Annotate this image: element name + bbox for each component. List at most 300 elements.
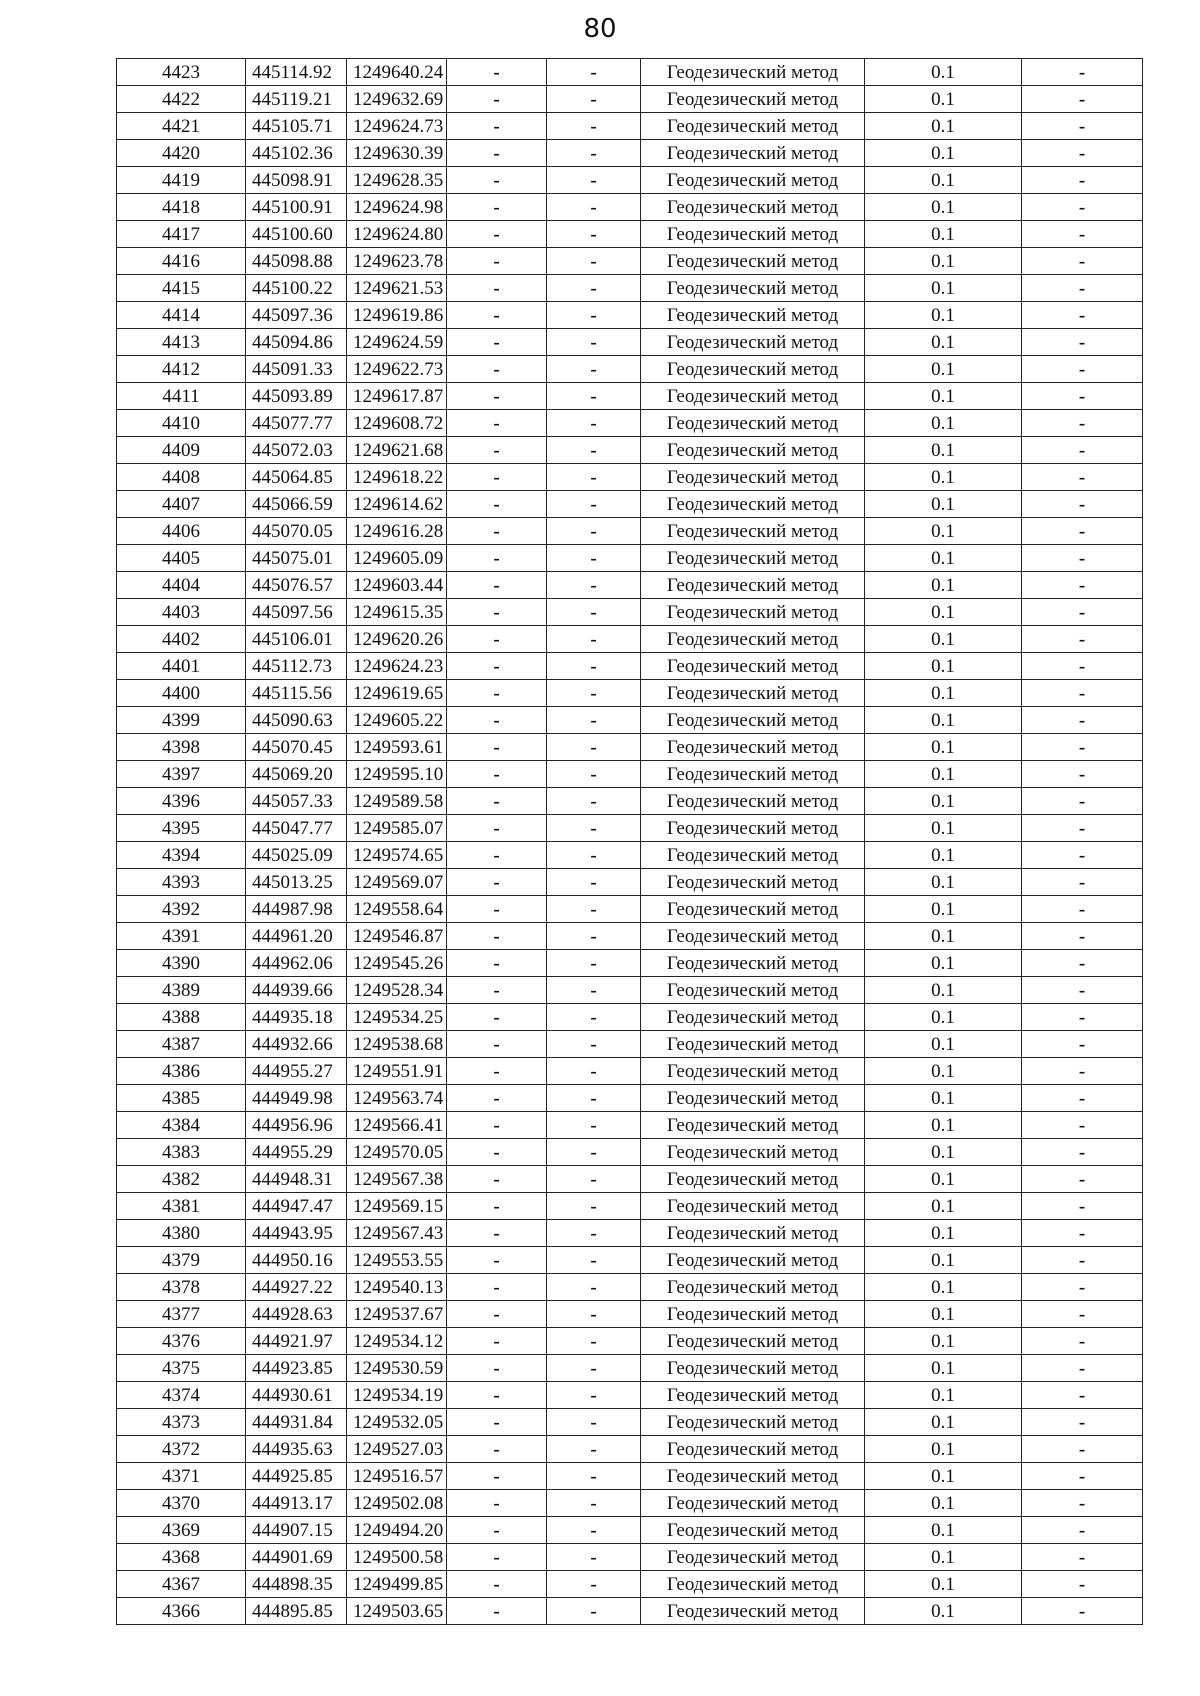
y-coordinate-cell: 1249528.34: [347, 977, 447, 1004]
accuracy-cell: 0.1: [865, 1544, 1022, 1571]
empty-value-cell: -: [447, 1058, 547, 1085]
empty-value-cell: -: [1022, 869, 1143, 896]
point-number-cell: 4406: [117, 518, 246, 545]
accuracy-cell: 0.1: [865, 1166, 1022, 1193]
point-number-cell: 4385: [117, 1085, 246, 1112]
table-row: [117, 1058, 1143, 1085]
point-number-cell: 4403: [117, 599, 246, 626]
x-coordinate-cell: 444955.29: [246, 1139, 347, 1166]
empty-value-cell: -: [1022, 1301, 1143, 1328]
x-coordinate-cell: 445105.71: [246, 113, 347, 140]
x-coordinate-cell: 445119.21: [246, 86, 347, 113]
empty-value-cell: -: [1022, 653, 1143, 680]
table-row: [117, 383, 1143, 410]
method-cell: Геодезический метод: [641, 1193, 865, 1220]
x-coordinate-cell: 445115.56: [246, 680, 347, 707]
empty-value-cell: -: [447, 1598, 547, 1625]
empty-value-cell: -: [447, 923, 547, 950]
empty-value-cell: -: [1022, 734, 1143, 761]
x-coordinate-cell: 444928.63: [246, 1301, 347, 1328]
x-coordinate-cell: 444895.85: [246, 1598, 347, 1625]
y-coordinate-cell: 1249567.38: [347, 1166, 447, 1193]
accuracy-cell: 0.1: [865, 788, 1022, 815]
table-row: [117, 1085, 1143, 1112]
accuracy-cell: 0.1: [865, 869, 1022, 896]
y-coordinate-cell: 1249516.57: [347, 1463, 447, 1490]
table-row: [117, 1112, 1143, 1139]
y-coordinate-cell: 1249618.22: [347, 464, 447, 491]
method-cell: Геодезический метод: [641, 869, 865, 896]
accuracy-cell: 0.1: [865, 491, 1022, 518]
empty-value-cell: -: [1022, 1328, 1143, 1355]
x-coordinate-cell: 445075.01: [246, 545, 347, 572]
y-coordinate-cell: 1249499.85: [347, 1571, 447, 1598]
method-cell: Геодезический метод: [641, 896, 865, 923]
empty-value-cell: -: [1022, 1139, 1143, 1166]
y-coordinate-cell: 1249553.55: [347, 1247, 447, 1274]
point-number-cell: 4366: [117, 1598, 246, 1625]
table-row: [117, 1193, 1143, 1220]
y-coordinate-cell: 1249558.64: [347, 896, 447, 923]
empty-value-cell: -: [547, 410, 641, 437]
method-cell: Геодезический метод: [641, 1544, 865, 1571]
method-cell: Геодезический метод: [641, 1085, 865, 1112]
table-row: [117, 923, 1143, 950]
empty-value-cell: -: [547, 1409, 641, 1436]
y-coordinate-cell: 1249570.05: [347, 1139, 447, 1166]
point-number-cell: 4400: [117, 680, 246, 707]
accuracy-cell: 0.1: [865, 221, 1022, 248]
point-number-cell: 4402: [117, 626, 246, 653]
accuracy-cell: 0.1: [865, 1409, 1022, 1436]
method-cell: Геодезический метод: [641, 383, 865, 410]
x-coordinate-cell: 445057.33: [246, 788, 347, 815]
accuracy-cell: 0.1: [865, 1436, 1022, 1463]
empty-value-cell: -: [1022, 815, 1143, 842]
accuracy-cell: 0.1: [865, 1247, 1022, 1274]
table-row: [117, 653, 1143, 680]
method-cell: Геодезический метод: [641, 518, 865, 545]
table-row: [117, 761, 1143, 788]
method-cell: Геодезический метод: [641, 653, 865, 680]
point-number-cell: 4396: [117, 788, 246, 815]
x-coordinate-cell: 445070.45: [246, 734, 347, 761]
empty-value-cell: -: [447, 1139, 547, 1166]
point-number-cell: 4372: [117, 1436, 246, 1463]
x-coordinate-cell: 445097.56: [246, 599, 347, 626]
empty-value-cell: -: [547, 707, 641, 734]
empty-value-cell: -: [447, 1031, 547, 1058]
empty-value-cell: -: [547, 545, 641, 572]
empty-value-cell: -: [1022, 221, 1143, 248]
accuracy-cell: 0.1: [865, 1058, 1022, 1085]
point-number-cell: 4397: [117, 761, 246, 788]
empty-value-cell: -: [447, 167, 547, 194]
table-row: [117, 1004, 1143, 1031]
empty-value-cell: -: [1022, 410, 1143, 437]
empty-value-cell: -: [547, 815, 641, 842]
x-coordinate-cell: 444949.98: [246, 1085, 347, 1112]
empty-value-cell: -: [547, 1328, 641, 1355]
empty-value-cell: -: [1022, 167, 1143, 194]
empty-value-cell: -: [1022, 194, 1143, 221]
point-number-cell: 4423: [117, 59, 246, 86]
method-cell: Геодезический метод: [641, 1220, 865, 1247]
x-coordinate-cell: 445093.89: [246, 383, 347, 410]
point-number-cell: 4368: [117, 1544, 246, 1571]
point-number-cell: 4392: [117, 896, 246, 923]
empty-value-cell: -: [547, 221, 641, 248]
empty-value-cell: -: [1022, 275, 1143, 302]
table-row: [117, 1544, 1143, 1571]
table-row: [117, 707, 1143, 734]
table-row: [117, 1139, 1143, 1166]
empty-value-cell: -: [547, 275, 641, 302]
table-row: [117, 140, 1143, 167]
point-number-cell: 4391: [117, 923, 246, 950]
empty-value-cell: -: [547, 896, 641, 923]
method-cell: Геодезический метод: [641, 275, 865, 302]
accuracy-cell: 0.1: [865, 1139, 1022, 1166]
empty-value-cell: -: [447, 248, 547, 275]
x-coordinate-cell: 445066.59: [246, 491, 347, 518]
point-number-cell: 4384: [117, 1112, 246, 1139]
y-coordinate-cell: 1249615.35: [347, 599, 447, 626]
point-number-cell: 4383: [117, 1139, 246, 1166]
empty-value-cell: -: [1022, 1274, 1143, 1301]
accuracy-cell: 0.1: [865, 518, 1022, 545]
point-number-cell: 4410: [117, 410, 246, 437]
y-coordinate-cell: 1249619.86: [347, 302, 447, 329]
empty-value-cell: -: [1022, 680, 1143, 707]
empty-value-cell: -: [1022, 1409, 1143, 1436]
y-coordinate-cell: 1249593.61: [347, 734, 447, 761]
x-coordinate-cell: 445114.92: [246, 59, 347, 86]
method-cell: Геодезический метод: [641, 167, 865, 194]
empty-value-cell: -: [547, 1517, 641, 1544]
method-cell: Геодезический метод: [641, 464, 865, 491]
x-coordinate-cell: 445098.88: [246, 248, 347, 275]
y-coordinate-cell: 1249569.15: [347, 1193, 447, 1220]
x-coordinate-cell: 445072.03: [246, 437, 347, 464]
empty-value-cell: -: [547, 1004, 641, 1031]
table-row: [117, 1598, 1143, 1625]
table-row: [117, 329, 1143, 356]
empty-value-cell: -: [1022, 1031, 1143, 1058]
accuracy-cell: 0.1: [865, 1193, 1022, 1220]
empty-value-cell: -: [1022, 950, 1143, 977]
method-cell: Геодезический метод: [641, 491, 865, 518]
empty-value-cell: -: [1022, 599, 1143, 626]
table-row: [117, 1274, 1143, 1301]
empty-value-cell: -: [547, 59, 641, 86]
x-coordinate-cell: 445100.91: [246, 194, 347, 221]
x-coordinate-cell: 445091.33: [246, 356, 347, 383]
accuracy-cell: 0.1: [865, 1301, 1022, 1328]
empty-value-cell: -: [447, 1517, 547, 1544]
point-number-cell: 4379: [117, 1247, 246, 1274]
accuracy-cell: 0.1: [865, 761, 1022, 788]
empty-value-cell: -: [447, 977, 547, 1004]
empty-value-cell: -: [547, 680, 641, 707]
method-cell: Геодезический метод: [641, 248, 865, 275]
accuracy-cell: 0.1: [865, 1004, 1022, 1031]
method-cell: Геодезический метод: [641, 815, 865, 842]
empty-value-cell: -: [447, 1490, 547, 1517]
x-coordinate-cell: 444901.69: [246, 1544, 347, 1571]
empty-value-cell: -: [447, 86, 547, 113]
empty-value-cell: -: [447, 518, 547, 545]
x-coordinate-cell: 445070.05: [246, 518, 347, 545]
empty-value-cell: -: [1022, 1004, 1143, 1031]
accuracy-cell: 0.1: [865, 680, 1022, 707]
empty-value-cell: -: [447, 734, 547, 761]
empty-value-cell: -: [447, 680, 547, 707]
y-coordinate-cell: 1249620.26: [347, 626, 447, 653]
table-row: [117, 518, 1143, 545]
table-row: [117, 680, 1143, 707]
table-row: [117, 1220, 1143, 1247]
empty-value-cell: -: [1022, 1436, 1143, 1463]
empty-value-cell: -: [447, 1004, 547, 1031]
y-coordinate-cell: 1249614.62: [347, 491, 447, 518]
empty-value-cell: -: [547, 1598, 641, 1625]
empty-value-cell: -: [1022, 1598, 1143, 1625]
point-number-cell: 4421: [117, 113, 246, 140]
empty-value-cell: -: [547, 1058, 641, 1085]
empty-value-cell: -: [1022, 545, 1143, 572]
accuracy-cell: 0.1: [865, 410, 1022, 437]
empty-value-cell: -: [1022, 491, 1143, 518]
empty-value-cell: -: [447, 1571, 547, 1598]
empty-value-cell: -: [447, 194, 547, 221]
table-row: [117, 599, 1143, 626]
y-coordinate-cell: 1249624.59: [347, 329, 447, 356]
y-coordinate-cell: 1249616.28: [347, 518, 447, 545]
table-row: [117, 356, 1143, 383]
empty-value-cell: -: [447, 275, 547, 302]
table-row: [117, 1517, 1143, 1544]
y-coordinate-cell: 1249617.87: [347, 383, 447, 410]
y-coordinate-cell: 1249624.23: [347, 653, 447, 680]
point-number-cell: 4412: [117, 356, 246, 383]
method-cell: Геодезический метод: [641, 1058, 865, 1085]
empty-value-cell: -: [547, 437, 641, 464]
empty-value-cell: -: [447, 1409, 547, 1436]
accuracy-cell: 0.1: [865, 572, 1022, 599]
empty-value-cell: -: [547, 1301, 641, 1328]
accuracy-cell: 0.1: [865, 599, 1022, 626]
table-row: [117, 1382, 1143, 1409]
accuracy-cell: 0.1: [865, 1031, 1022, 1058]
empty-value-cell: -: [447, 1301, 547, 1328]
point-number-cell: 4373: [117, 1409, 246, 1436]
empty-value-cell: -: [447, 1382, 547, 1409]
point-number-cell: 4367: [117, 1571, 246, 1598]
y-coordinate-cell: 1249551.91: [347, 1058, 447, 1085]
accuracy-cell: 0.1: [865, 1355, 1022, 1382]
empty-value-cell: -: [547, 1112, 641, 1139]
method-cell: Геодезический метод: [641, 1355, 865, 1382]
empty-value-cell: -: [447, 221, 547, 248]
table-row: [117, 815, 1143, 842]
empty-value-cell: -: [547, 653, 641, 680]
empty-value-cell: -: [547, 1220, 641, 1247]
coordinates-table: [116, 58, 1143, 1625]
method-cell: Геодезический метод: [641, 140, 865, 167]
y-coordinate-cell: 1249621.68: [347, 437, 447, 464]
empty-value-cell: -: [547, 383, 641, 410]
empty-value-cell: -: [547, 626, 641, 653]
x-coordinate-cell: 444948.31: [246, 1166, 347, 1193]
method-cell: Геодезический метод: [641, 113, 865, 140]
empty-value-cell: -: [1022, 1382, 1143, 1409]
accuracy-cell: 0.1: [865, 1220, 1022, 1247]
table-row: [117, 1436, 1143, 1463]
x-coordinate-cell: 444987.98: [246, 896, 347, 923]
y-coordinate-cell: 1249603.44: [347, 572, 447, 599]
accuracy-cell: 0.1: [865, 626, 1022, 653]
x-coordinate-cell: 445090.63: [246, 707, 347, 734]
empty-value-cell: -: [1022, 464, 1143, 491]
point-number-cell: 4393: [117, 869, 246, 896]
accuracy-cell: 0.1: [865, 1112, 1022, 1139]
empty-value-cell: -: [547, 734, 641, 761]
method-cell: Геодезический метод: [641, 788, 865, 815]
accuracy-cell: 0.1: [865, 707, 1022, 734]
table-row: [117, 1166, 1143, 1193]
accuracy-cell: 0.1: [865, 1517, 1022, 1544]
table-row: [117, 221, 1143, 248]
method-cell: Геодезический метод: [641, 1031, 865, 1058]
x-coordinate-cell: 445076.57: [246, 572, 347, 599]
empty-value-cell: -: [1022, 383, 1143, 410]
method-cell: Геодезический метод: [641, 59, 865, 86]
empty-value-cell: -: [547, 1085, 641, 1112]
empty-value-cell: -: [1022, 1058, 1143, 1085]
point-number-cell: 4415: [117, 275, 246, 302]
accuracy-cell: 0.1: [865, 1382, 1022, 1409]
empty-value-cell: -: [447, 1166, 547, 1193]
y-coordinate-cell: 1249527.03: [347, 1436, 447, 1463]
empty-value-cell: -: [547, 1274, 641, 1301]
page-number: 80: [583, 14, 617, 44]
x-coordinate-cell: 444932.66: [246, 1031, 347, 1058]
empty-value-cell: -: [547, 1463, 641, 1490]
x-coordinate-cell: 444913.17: [246, 1490, 347, 1517]
method-cell: Геодезический метод: [641, 545, 865, 572]
empty-value-cell: -: [547, 167, 641, 194]
y-coordinate-cell: 1249538.68: [347, 1031, 447, 1058]
x-coordinate-cell: 444939.66: [246, 977, 347, 1004]
table-row: [117, 437, 1143, 464]
y-coordinate-cell: 1249546.87: [347, 923, 447, 950]
method-cell: Геодезический метод: [641, 329, 865, 356]
empty-value-cell: -: [447, 842, 547, 869]
accuracy-cell: 0.1: [865, 302, 1022, 329]
empty-value-cell: -: [1022, 1490, 1143, 1517]
method-cell: Геодезический метод: [641, 842, 865, 869]
empty-value-cell: -: [547, 356, 641, 383]
x-coordinate-cell: 444956.96: [246, 1112, 347, 1139]
coordinates-table-body: [117, 59, 1143, 1625]
empty-value-cell: -: [1022, 1193, 1143, 1220]
method-cell: Геодезический метод: [641, 626, 865, 653]
y-coordinate-cell: 1249623.78: [347, 248, 447, 275]
empty-value-cell: -: [1022, 977, 1143, 1004]
x-coordinate-cell: 444921.97: [246, 1328, 347, 1355]
y-coordinate-cell: 1249534.25: [347, 1004, 447, 1031]
empty-value-cell: -: [547, 1382, 641, 1409]
accuracy-cell: 0.1: [865, 59, 1022, 86]
accuracy-cell: 0.1: [865, 383, 1022, 410]
empty-value-cell: -: [1022, 140, 1143, 167]
method-cell: Геодезический метод: [641, 1274, 865, 1301]
empty-value-cell: -: [447, 626, 547, 653]
empty-value-cell: -: [447, 140, 547, 167]
method-cell: Геодезический метод: [641, 761, 865, 788]
empty-value-cell: -: [1022, 1517, 1143, 1544]
method-cell: Геодезический метод: [641, 1409, 865, 1436]
y-coordinate-cell: 1249585.07: [347, 815, 447, 842]
empty-value-cell: -: [547, 194, 641, 221]
empty-value-cell: -: [447, 1193, 547, 1220]
empty-value-cell: -: [547, 977, 641, 1004]
accuracy-cell: 0.1: [865, 1274, 1022, 1301]
empty-value-cell: -: [447, 599, 547, 626]
table-row: [117, 59, 1143, 86]
empty-value-cell: -: [447, 1220, 547, 1247]
empty-value-cell: -: [547, 329, 641, 356]
empty-value-cell: -: [547, 599, 641, 626]
accuracy-cell: 0.1: [865, 545, 1022, 572]
empty-value-cell: -: [1022, 248, 1143, 275]
empty-value-cell: -: [547, 140, 641, 167]
method-cell: Геодезический метод: [641, 437, 865, 464]
empty-value-cell: -: [447, 1436, 547, 1463]
x-coordinate-cell: 444935.18: [246, 1004, 347, 1031]
method-cell: Геодезический метод: [641, 1328, 865, 1355]
empty-value-cell: -: [1022, 1112, 1143, 1139]
accuracy-cell: 0.1: [865, 167, 1022, 194]
empty-value-cell: -: [1022, 302, 1143, 329]
method-cell: Геодезический метод: [641, 1517, 865, 1544]
empty-value-cell: -: [1022, 923, 1143, 950]
empty-value-cell: -: [1022, 842, 1143, 869]
table-row: [117, 950, 1143, 977]
x-coordinate-cell: 444930.61: [246, 1382, 347, 1409]
point-number-cell: 4417: [117, 221, 246, 248]
table-row: [117, 464, 1143, 491]
empty-value-cell: -: [447, 464, 547, 491]
table-row: [117, 167, 1143, 194]
accuracy-cell: 0.1: [865, 1085, 1022, 1112]
point-number-cell: 4382: [117, 1166, 246, 1193]
accuracy-cell: 0.1: [865, 113, 1022, 140]
empty-value-cell: -: [447, 572, 547, 599]
y-coordinate-cell: 1249494.20: [347, 1517, 447, 1544]
accuracy-cell: 0.1: [865, 464, 1022, 491]
x-coordinate-cell: 445097.36: [246, 302, 347, 329]
empty-value-cell: -: [447, 1355, 547, 1382]
empty-value-cell: -: [1022, 329, 1143, 356]
accuracy-cell: 0.1: [865, 950, 1022, 977]
table-row: [117, 86, 1143, 113]
y-coordinate-cell: 1249500.58: [347, 1544, 447, 1571]
empty-value-cell: -: [547, 518, 641, 545]
x-coordinate-cell: 444943.95: [246, 1220, 347, 1247]
table-row: [117, 572, 1143, 599]
